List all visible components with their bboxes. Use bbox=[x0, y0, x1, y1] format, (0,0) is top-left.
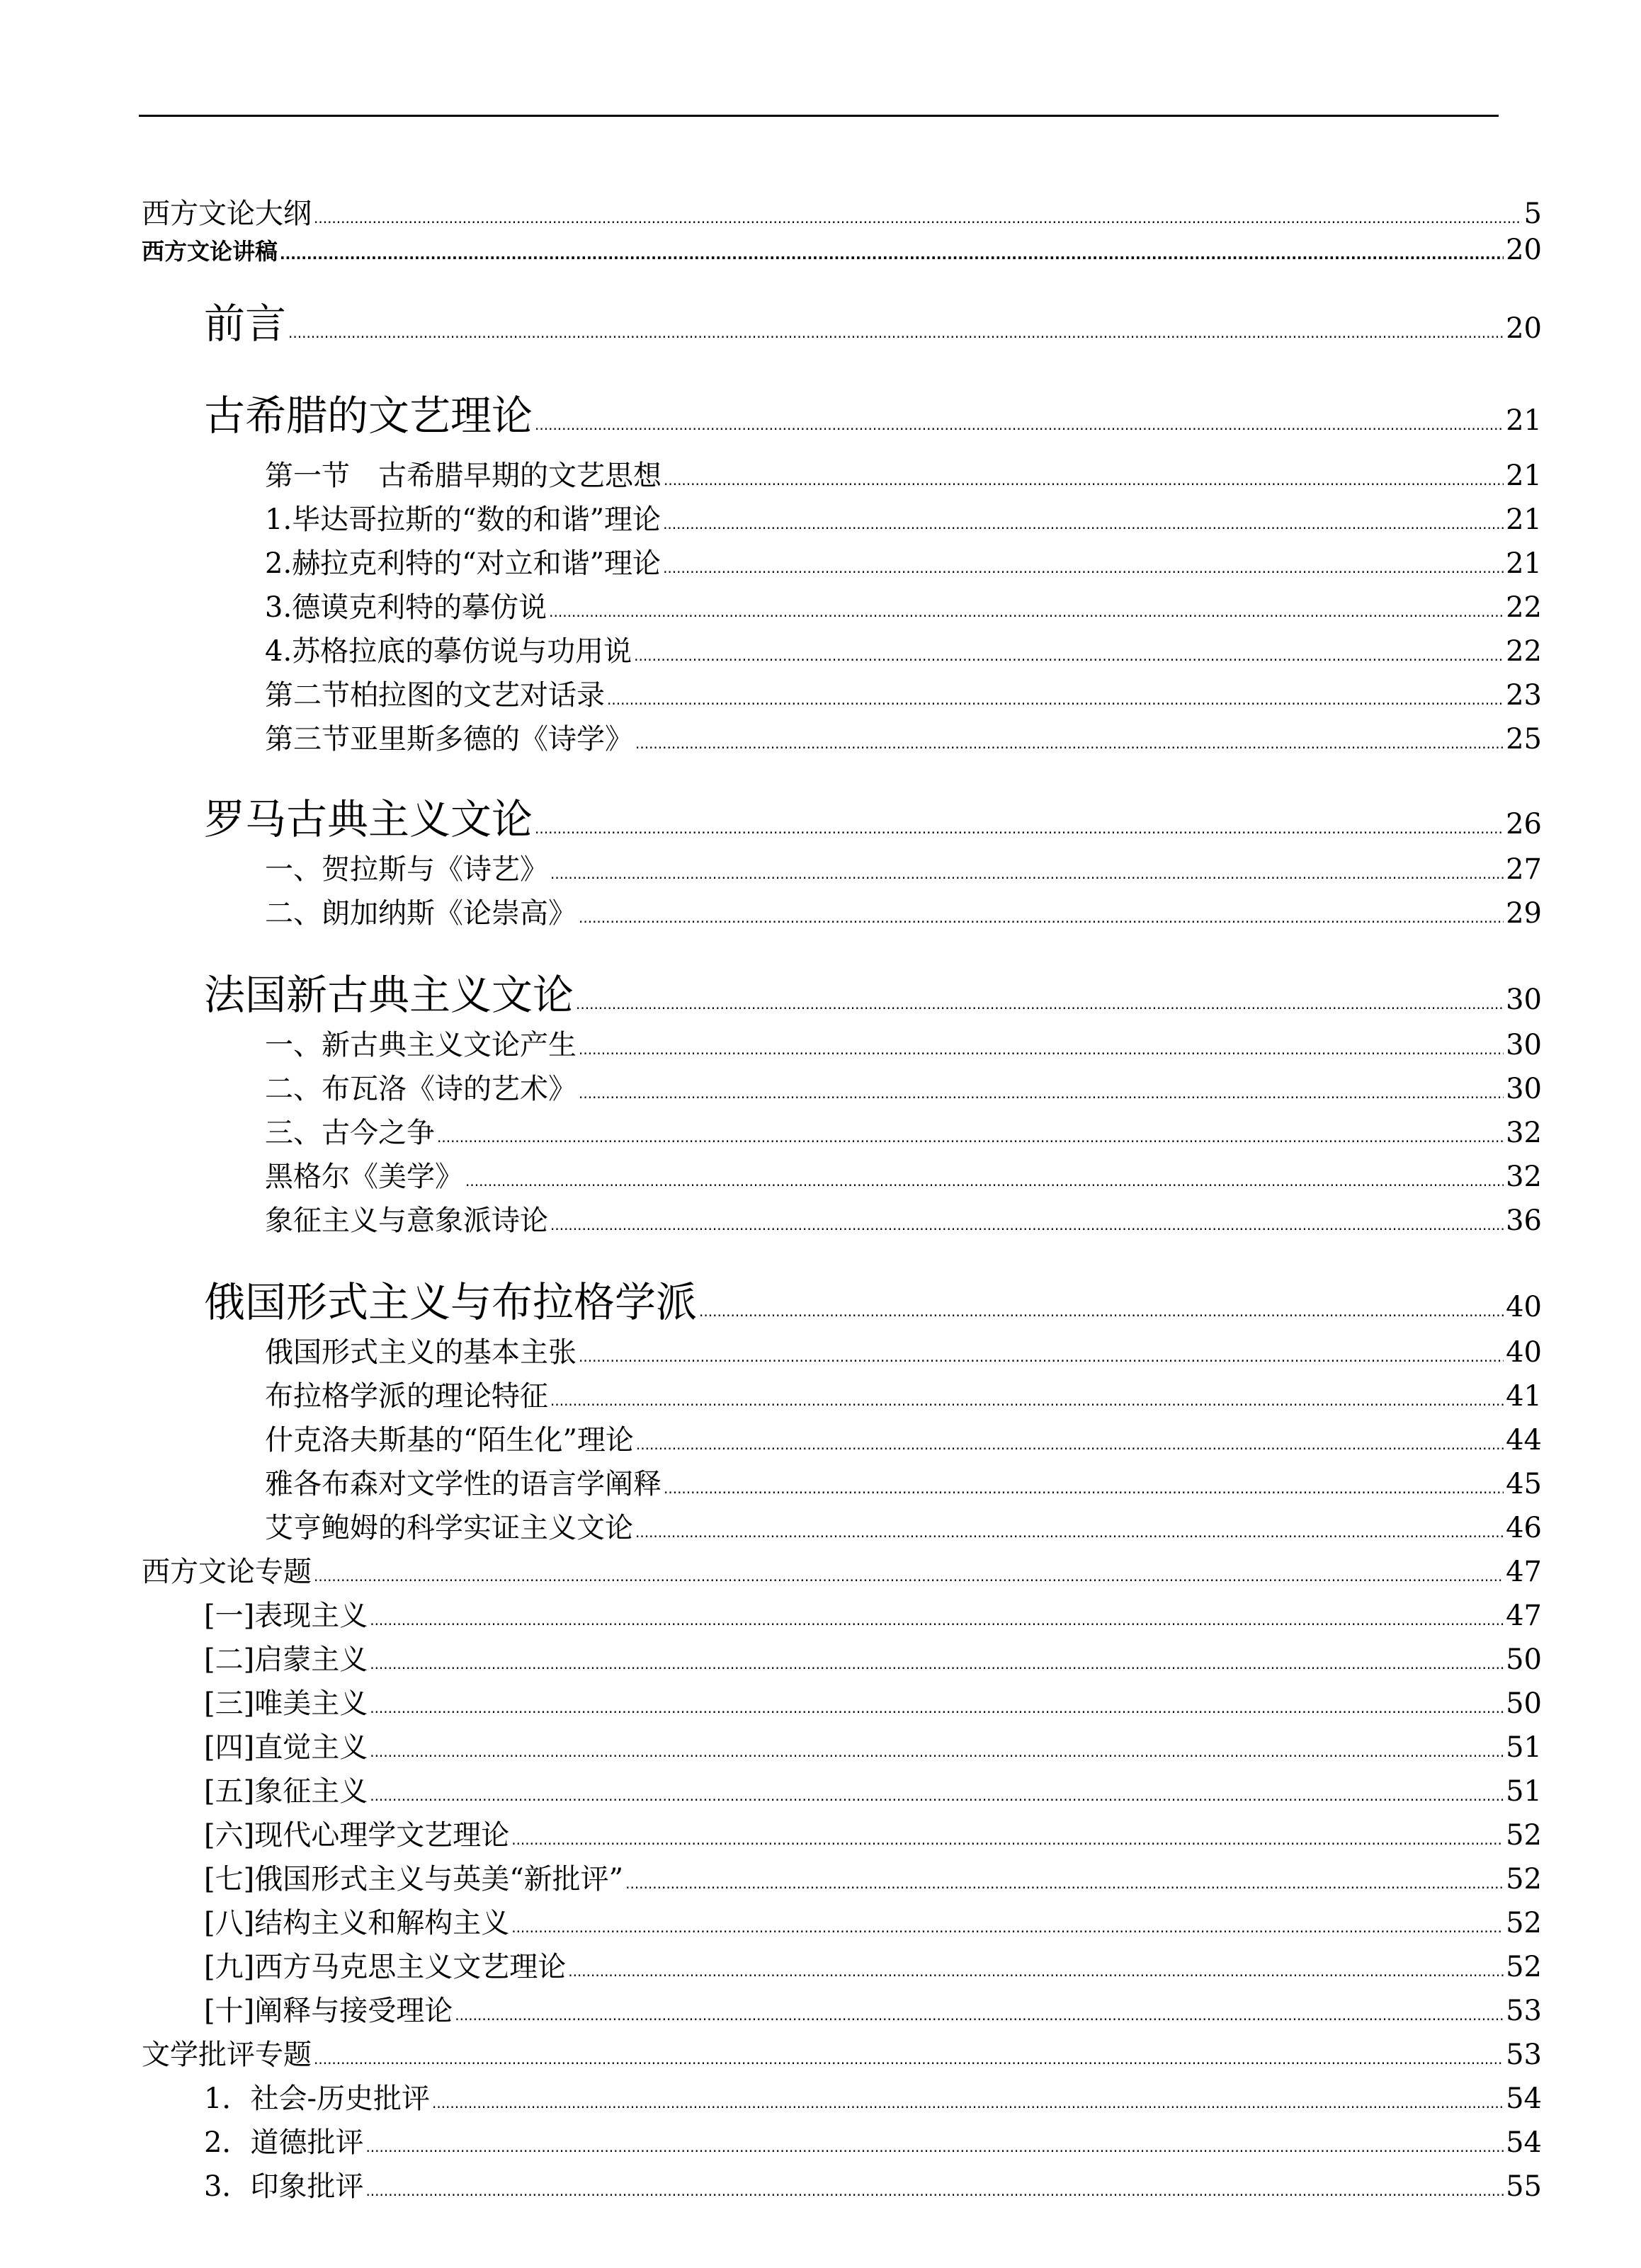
toc-entry[interactable] bbox=[204, 2120, 1542, 2160]
toc-page-number: 52 bbox=[1506, 1907, 1542, 1939]
toc-page-number: 50 bbox=[1506, 1687, 1542, 1720]
toc-leader-dots bbox=[314, 2051, 1504, 2068]
toc-page-number: 40 bbox=[1506, 1291, 1542, 1323]
toc-entry-title: 黑格尔《美学》 bbox=[265, 1161, 463, 1193]
toc-entry[interactable] bbox=[204, 962, 1542, 1021]
toc-entry[interactable] bbox=[204, 1637, 1542, 1677]
toc-entry-title: 俄国形式主义与布拉格学派 bbox=[204, 1278, 698, 1326]
toc-page-number: 25 bbox=[1506, 723, 1542, 756]
toc-leader-dots bbox=[663, 515, 1504, 532]
toc-page-number: 30 bbox=[1506, 984, 1542, 1016]
toc-leader-dots bbox=[370, 1743, 1504, 1760]
toc-entry-title: 西方文论大纲 bbox=[142, 198, 312, 230]
toc-entry[interactable] bbox=[204, 1725, 1542, 1765]
toc-entry-title: [九]西方马克思主义文艺理论 bbox=[204, 1951, 567, 1983]
toc-entry-title: 4.苏格拉底的摹仿说与功用说 bbox=[265, 635, 632, 668]
toc-entry[interactable] bbox=[142, 1549, 1542, 1590]
toc-entry-title: 二、布瓦洛《诗的艺术》 bbox=[265, 1073, 577, 1105]
toc-entry-title: 一、贺拉斯与《诗艺》 bbox=[265, 853, 548, 886]
toc-entry[interactable] bbox=[265, 1066, 1542, 1107]
toc-entry-title: 3．印象批评 bbox=[204, 2170, 364, 2203]
toc-leader-dots bbox=[370, 1656, 1504, 1672]
toc-page-number: 30 bbox=[1506, 1073, 1542, 1105]
toc-entry-title: [四]直觉主义 bbox=[204, 1731, 368, 1764]
toc-leader-dots bbox=[535, 416, 1504, 433]
toc-leader-dots bbox=[550, 865, 1504, 882]
toc-entry-title: [三]唯美主义 bbox=[204, 1687, 368, 1720]
toc-page-number: 5 bbox=[1523, 198, 1542, 230]
toc-page-number: 32 bbox=[1506, 1117, 1542, 1149]
toc-leader-dots bbox=[579, 909, 1504, 926]
toc-leader-dots bbox=[511, 1831, 1504, 1848]
toc-leader-dots bbox=[635, 1524, 1504, 1541]
toc-page-number: 22 bbox=[1506, 591, 1542, 624]
toc-entry[interactable] bbox=[204, 290, 1542, 350]
toc-entry-title: 一、新古典主义文论产生 bbox=[265, 1029, 577, 1061]
toc-entry-title: 什克洛夫斯基的“陌生化”理论 bbox=[265, 1424, 634, 1457]
toc-entry[interactable] bbox=[204, 1813, 1542, 1853]
toc-page-number: 46 bbox=[1506, 1512, 1542, 1544]
toc-entry[interactable] bbox=[204, 1769, 1542, 1809]
toc-page-number: 54 bbox=[1506, 2126, 1542, 2159]
toc-leader-dots bbox=[314, 210, 1522, 227]
toc-entry[interactable] bbox=[204, 1593, 1542, 1634]
toc-leader-dots bbox=[607, 691, 1504, 708]
toc-page-number: 20 bbox=[1506, 234, 1542, 266]
toc-leader-dots bbox=[625, 1875, 1504, 1892]
toc-page-number: 53 bbox=[1506, 2039, 1542, 2071]
toc-entry-title: 艾亨鲍姆的科学实证主义文论 bbox=[265, 1512, 633, 1544]
toc-leader-dots bbox=[314, 1568, 1504, 1585]
toc-page-number: 41 bbox=[1506, 1380, 1542, 1413]
toc-page-number: 47 bbox=[1506, 1600, 1542, 1632]
toc-page-number: 54 bbox=[1506, 2082, 1542, 2115]
toc-entry-title: 雅各布森对文学性的语言学阐释 bbox=[265, 1468, 661, 1500]
toc-entry-title: 3.德谟克利特的摹仿说 bbox=[265, 591, 547, 624]
toc-entry-title: 法国新古典主义文论 bbox=[204, 971, 574, 1019]
toc-page-number: 45 bbox=[1506, 1468, 1542, 1500]
toc-leader-dots bbox=[636, 1436, 1504, 1453]
toc-leader-dots bbox=[280, 246, 1504, 263]
toc-page-number: 21 bbox=[1506, 547, 1542, 580]
toc-entry-title: 三、古今之争 bbox=[265, 1117, 435, 1149]
toc-entry-title: 象征主义与意象派诗论 bbox=[265, 1204, 548, 1237]
toc-entry-title: 第一节 古希腊早期的文艺思想 bbox=[265, 460, 661, 492]
toc-page-number: 27 bbox=[1506, 853, 1542, 886]
toc-page-number: 51 bbox=[1506, 1731, 1542, 1764]
toc-entry-title: 第三节亚里斯多德的《诗学》 bbox=[265, 723, 633, 756]
toc-entry-title: 古希腊的文艺理论 bbox=[204, 392, 533, 440]
toc-entry[interactable] bbox=[265, 1154, 1542, 1195]
toc-page-number: 51 bbox=[1506, 1775, 1542, 1808]
toc-leader-dots bbox=[568, 1963, 1504, 1980]
toc-entry[interactable] bbox=[204, 1857, 1542, 1897]
toc-leader-dots bbox=[455, 2007, 1504, 2024]
toc-entry[interactable] bbox=[204, 2164, 1542, 2204]
toc-leader-dots bbox=[365, 2182, 1504, 2199]
toc-entry-title: 俄国形式主义的基本主张 bbox=[265, 1336, 577, 1369]
toc-entry[interactable] bbox=[265, 673, 1542, 713]
toc-leader-dots bbox=[579, 1041, 1504, 1058]
toc-page-number: 22 bbox=[1506, 635, 1542, 668]
toc-entry[interactable] bbox=[265, 847, 1542, 887]
toc-page-number: 26 bbox=[1506, 808, 1542, 840]
toc-entry[interactable] bbox=[204, 382, 1542, 442]
toc-leader-dots bbox=[365, 2138, 1504, 2155]
toc-leader-dots bbox=[550, 1392, 1504, 1409]
toc-entry[interactable] bbox=[265, 717, 1542, 757]
toc-leader-dots bbox=[579, 1348, 1504, 1365]
toc-page-number: 20 bbox=[1506, 312, 1542, 345]
toc-entry[interactable] bbox=[265, 453, 1542, 494]
toc-entry-title: [八]结构主义和解构主义 bbox=[204, 1907, 510, 1939]
toc-page-number: 21 bbox=[1506, 460, 1542, 492]
toc-entry[interactable] bbox=[265, 629, 1542, 669]
toc-entry-title: [二]启蒙主义 bbox=[204, 1643, 368, 1676]
toc-entry[interactable] bbox=[142, 234, 1542, 266]
toc-entry[interactable] bbox=[265, 1418, 1542, 1458]
toc-entry[interactable] bbox=[204, 1681, 1542, 1721]
toc-leader-dots bbox=[664, 472, 1504, 489]
toc-entry-title: 西方文论专题 bbox=[142, 1556, 312, 1588]
toc-page-number: 52 bbox=[1506, 1863, 1542, 1896]
toc-entry-title: [六]现代心理学文艺理论 bbox=[204, 1819, 510, 1852]
toc-page-number: 50 bbox=[1506, 1643, 1542, 1676]
toc-entry[interactable] bbox=[204, 1944, 1542, 1985]
toc-entry[interactable] bbox=[142, 2032, 1542, 2073]
toc-entry[interactable] bbox=[265, 1505, 1542, 1546]
toc-page-number: 32 bbox=[1506, 1161, 1542, 1193]
toc-entry[interactable] bbox=[204, 1988, 1542, 2029]
toc-entry[interactable] bbox=[265, 585, 1542, 625]
toc-entry[interactable] bbox=[265, 891, 1542, 931]
toc-entry[interactable] bbox=[142, 191, 1542, 232]
toc-leader-dots bbox=[576, 996, 1504, 1013]
toc-leader-dots bbox=[699, 1303, 1504, 1320]
toc-page-number: 21 bbox=[1506, 503, 1542, 536]
toc-leader-dots bbox=[549, 603, 1504, 620]
toc-page-number: 23 bbox=[1506, 679, 1542, 712]
toc-entry-title: [一]表现主义 bbox=[204, 1600, 368, 1632]
toc-entry-title: 罗马古典主义文论 bbox=[204, 795, 533, 843]
toc-entry[interactable] bbox=[204, 2076, 1542, 2116]
toc-page-number: 29 bbox=[1506, 897, 1542, 930]
toc-entry-title: 二、朗加纳斯《论崇高》 bbox=[265, 897, 577, 930]
toc-entry[interactable] bbox=[265, 1330, 1542, 1370]
toc-entry-title: 2.赫拉克利特的“对立和谐”理论 bbox=[265, 547, 661, 580]
toc-entry-title: 1.毕达哥拉斯的“数的和谐”理论 bbox=[265, 503, 661, 536]
toc-leader-dots bbox=[634, 647, 1504, 664]
toc-page-number: 52 bbox=[1506, 1951, 1542, 1983]
toc-page-number: 30 bbox=[1506, 1029, 1542, 1061]
toc-page-number: 47 bbox=[1506, 1556, 1542, 1588]
toc-leader-dots bbox=[535, 820, 1504, 837]
toc-entry[interactable] bbox=[265, 1022, 1542, 1063]
toc-page-number: 40 bbox=[1506, 1336, 1542, 1369]
toc-leader-dots bbox=[635, 735, 1504, 752]
toc-entry-title: 第二节柏拉图的文艺对话录 bbox=[265, 679, 605, 712]
toc-entry-title: 2．道德批评 bbox=[204, 2126, 364, 2159]
toc-leader-dots bbox=[370, 1699, 1504, 1716]
toc-leader-dots bbox=[370, 1612, 1504, 1629]
toc-leader-dots bbox=[579, 1085, 1504, 1102]
toc-page-number: 44 bbox=[1506, 1424, 1542, 1457]
toc-entry[interactable] bbox=[265, 1198, 1542, 1238]
toc-entry-title: 前言 bbox=[204, 300, 287, 348]
toc-leader-dots bbox=[663, 559, 1504, 576]
toc-entry[interactable] bbox=[265, 1461, 1542, 1502]
toc-page-number: 21 bbox=[1506, 404, 1542, 437]
toc-entry[interactable] bbox=[204, 786, 1542, 845]
toc-entry-title: 西方文论讲稿 bbox=[142, 238, 278, 265]
toc-entry-title: [十]阐释与接受理论 bbox=[204, 1995, 453, 2027]
toc-leader-dots bbox=[432, 2095, 1504, 2112]
toc-page-number: 55 bbox=[1506, 2170, 1542, 2203]
toc-entry[interactable] bbox=[265, 497, 1542, 537]
toc-entry-title: [五]象征主义 bbox=[204, 1775, 368, 1808]
toc-leader-dots bbox=[465, 1173, 1504, 1190]
toc-leader-dots bbox=[437, 1129, 1504, 1146]
toc-page-number: 52 bbox=[1506, 1819, 1542, 1852]
toc-entry-title: 文学批评专题 bbox=[142, 2039, 312, 2071]
toc-leader-dots bbox=[664, 1480, 1504, 1497]
toc-leader-dots bbox=[511, 1919, 1504, 1936]
toc-entry-title: 布拉格学派的理论特征 bbox=[265, 1380, 548, 1413]
toc-entry[interactable] bbox=[265, 541, 1542, 581]
toc-page-number: 36 bbox=[1506, 1204, 1542, 1237]
toc-leader-dots bbox=[288, 324, 1504, 341]
toc-entry-title: 1．社会-历史批评 bbox=[204, 2082, 430, 2115]
toc-entry[interactable] bbox=[265, 1110, 1542, 1151]
toc-leader-dots bbox=[370, 1787, 1504, 1804]
toc-entry-title: [七]俄国形式主义与英美“新批评” bbox=[204, 1863, 624, 1896]
toc-leader-dots bbox=[550, 1216, 1504, 1233]
toc-entry[interactable] bbox=[204, 1269, 1542, 1328]
toc-entry[interactable] bbox=[204, 1901, 1542, 1941]
toc-page-number: 53 bbox=[1506, 1995, 1542, 2027]
toc-entry[interactable] bbox=[265, 1374, 1542, 1414]
